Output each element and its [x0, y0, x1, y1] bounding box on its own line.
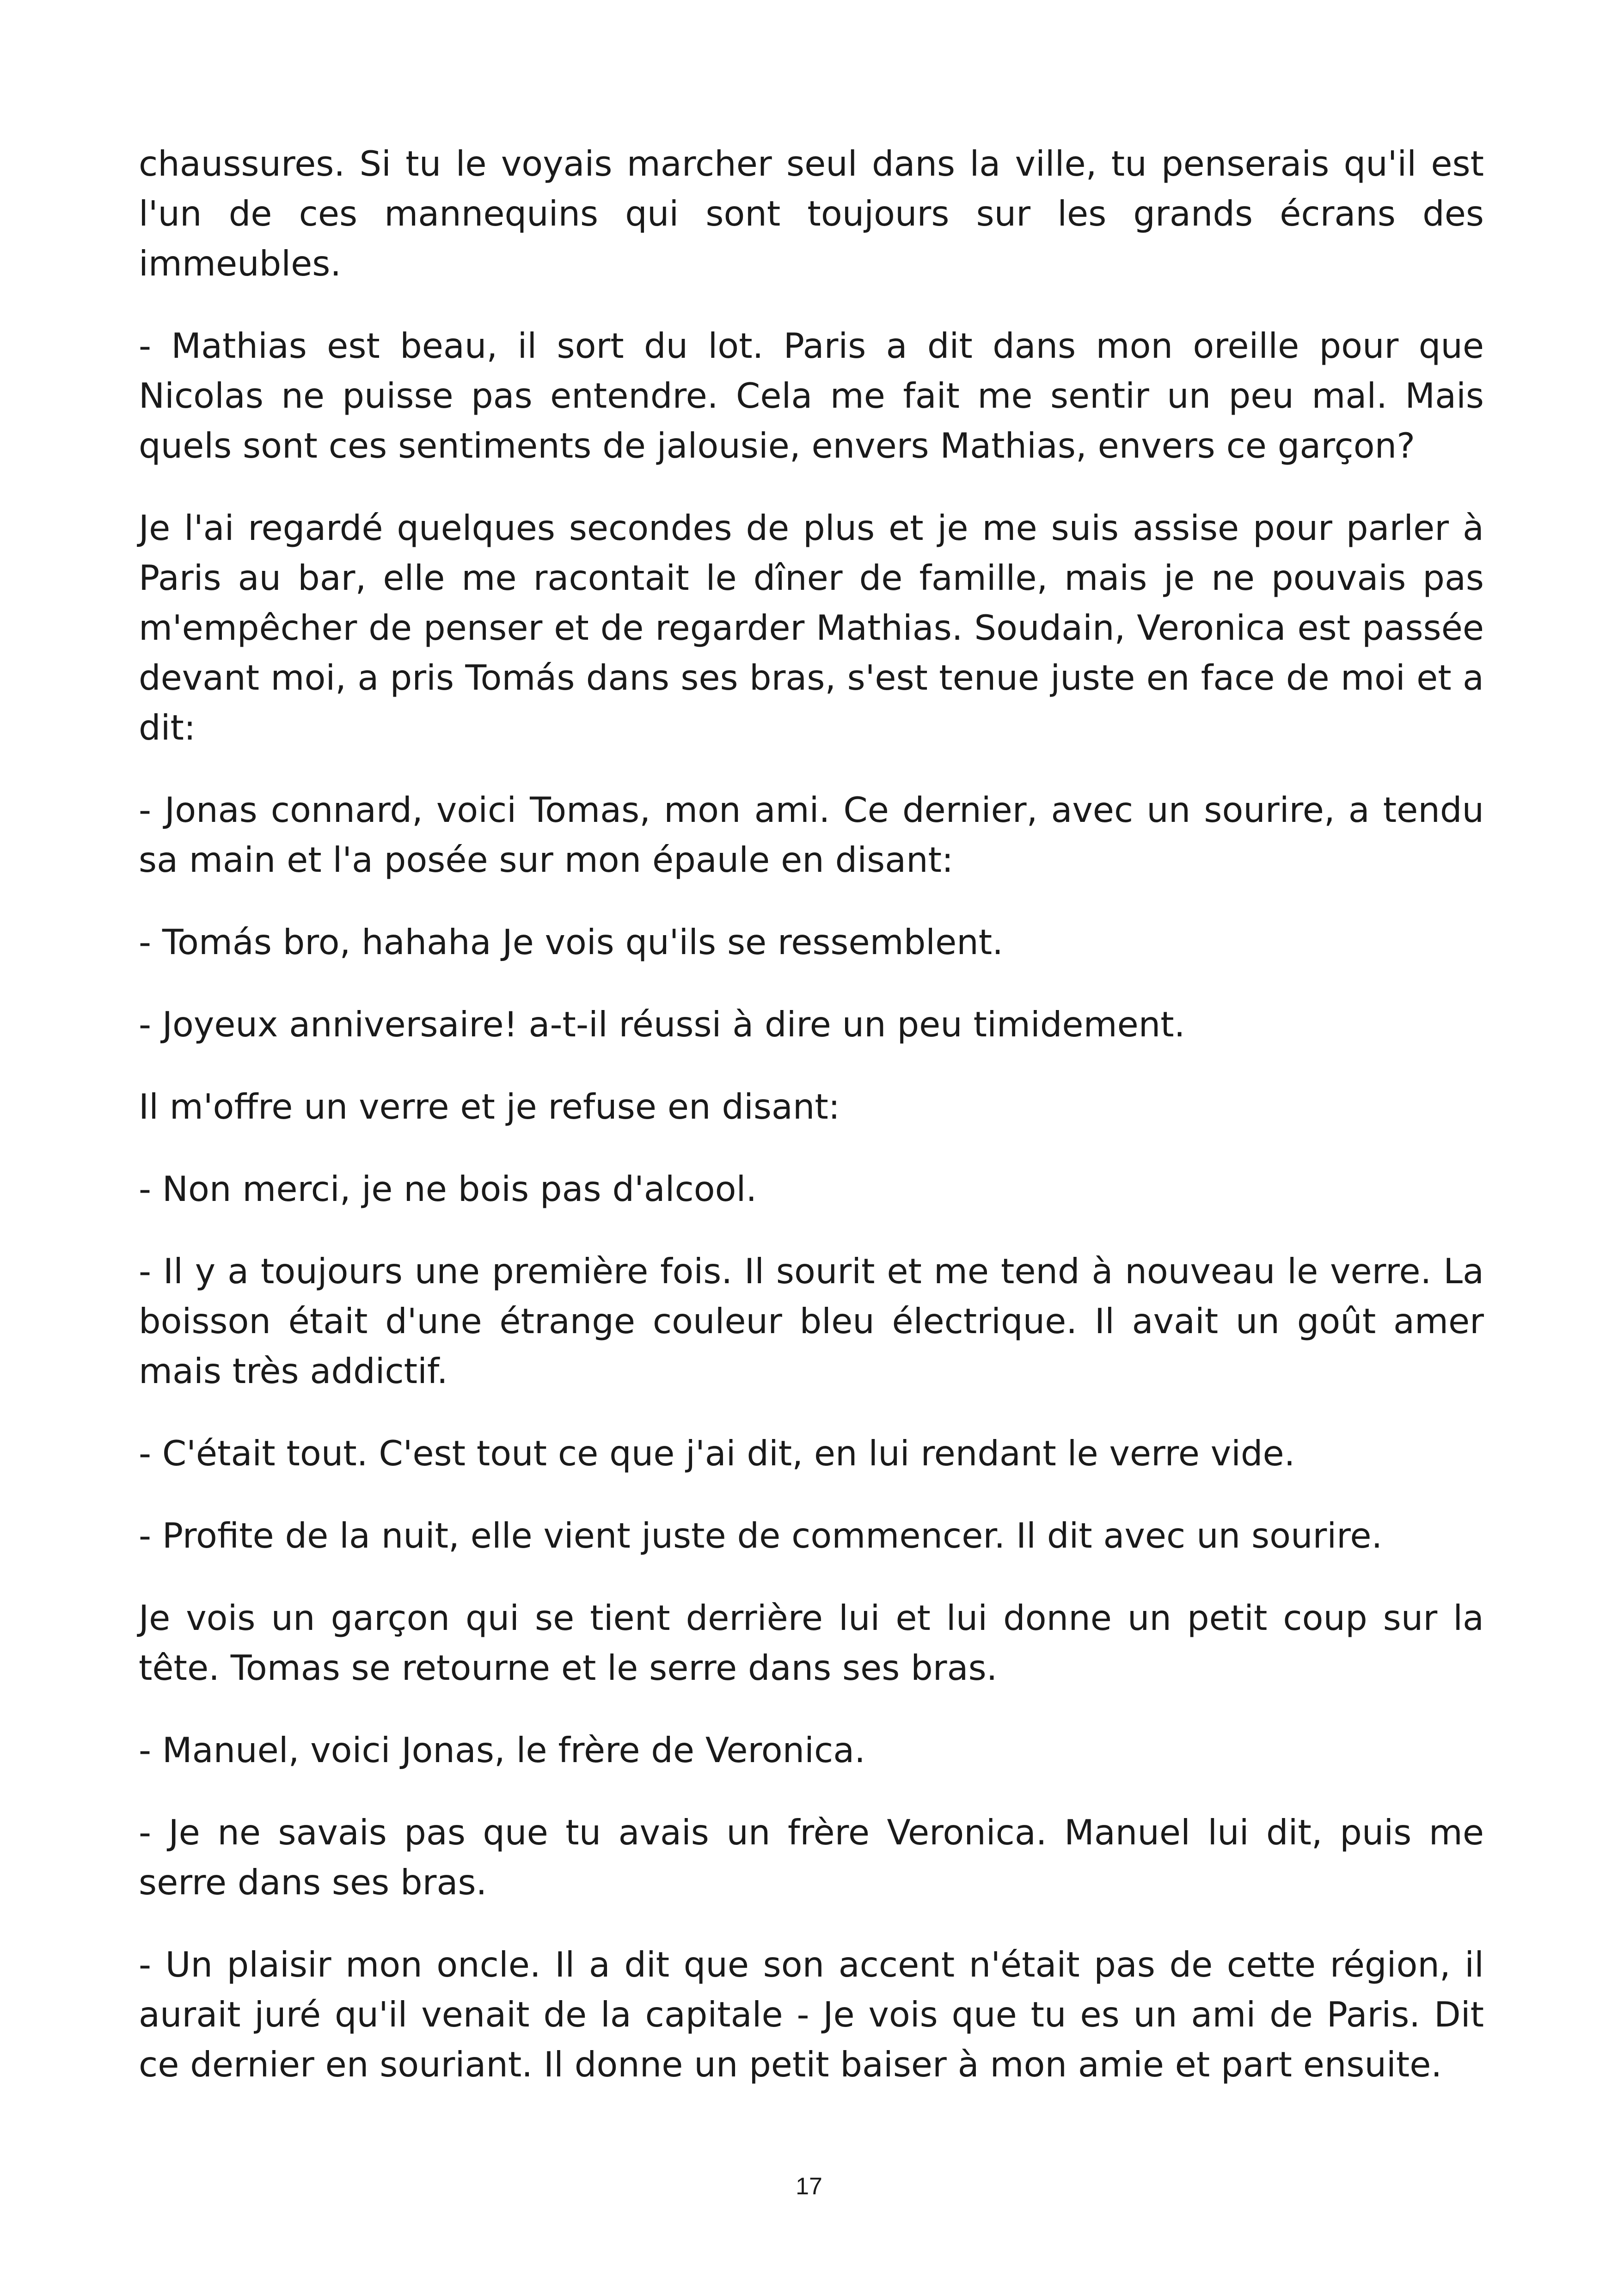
page-number: 17 — [796, 2173, 822, 2200]
paragraph: - Manuel, voici Jonas, le frère de Veronica. — [139, 1730, 865, 1770]
paragraph: - Profite de la nuit, elle vient juste de commencer. Il dit avec un sourire. — [139, 1515, 1383, 1556]
page-body-text — [139, 139, 1484, 2122]
paragraph: chaussures. Si tu le voyais marcher seul dans la ville, tu penserais qu'il est l'un de ces mannequins qui sont toujours sur les grands écrans des immeubles. — [139, 143, 1484, 284]
paragraph: - Tomás bro, hahaha Je vois qu'ils se ressemblent. — [139, 922, 1004, 962]
paragraph: - Un plaisir mon oncle. Il a dit que son accent n'était pas de cette région, il aurait juré qu'il venait de la capitale - Je vois que tu es un ami de Paris. Dit ce dernier en souriant. Il donne un petit baiser à mon amie et part ensuite. — [139, 1944, 1484, 2085]
paragraph: Il m'offre un verre et je refuse en disant: — [139, 1086, 840, 1127]
paragraph: - Il y a toujours une première fois. Il sourit et me tend à nouveau le verre. La boisson était d'une étrange couleur bleu électrique. Il avait un goût amer mais très addictif. — [139, 1251, 1484, 1391]
paragraph: - Joyeux anniversaire! a-t-il réussi à dire un peu timidement. — [139, 1004, 1185, 1045]
paragraph: - Non merci, je ne bois pas d'alcool. — [139, 1169, 757, 1209]
paragraph: - Je ne savais pas que tu avais un frère Veronica. Manuel lui dit, puis me serre dans ses bras. — [139, 1812, 1484, 1903]
paragraph: - Jonas connard, voici Tomas, mon ami. Ce dernier, avec un sourire, a tendu sa main et l'a posée sur mon épaule en disant: — [139, 790, 1484, 880]
paragraph: - C'était tout. C'est tout ce que j'ai dit, en lui rendant le verre vide. — [139, 1433, 1295, 1474]
paragraph: - Mathias est beau, il sort du lot. Paris a dit dans mon oreille pour que Nicolas ne puisse pas entendre. Cela me fait me sentir un peu mal. Mais quels sont ces sentiments de jalousie, envers Mathias, envers ce garçon? — [139, 325, 1484, 466]
paragraph: Je l'ai regardé quelques secondes de plus et je me suis assise pour parler à Paris au bar, elle me racontait le dîner de famille, mais je ne pouvais pas m'empêcher de penser et de regarder Mathias. Soudain, Veronica est passée devant moi, a pris Tomás dans ses bras, s'est tenue juste en face de moi et a dit: — [139, 508, 1484, 748]
paragraph: Je vois un garçon qui se tient derrière lui et lui donne un petit coup sur la tête. Tomas se retourne et le serre dans ses bras. — [139, 1598, 1484, 1688]
